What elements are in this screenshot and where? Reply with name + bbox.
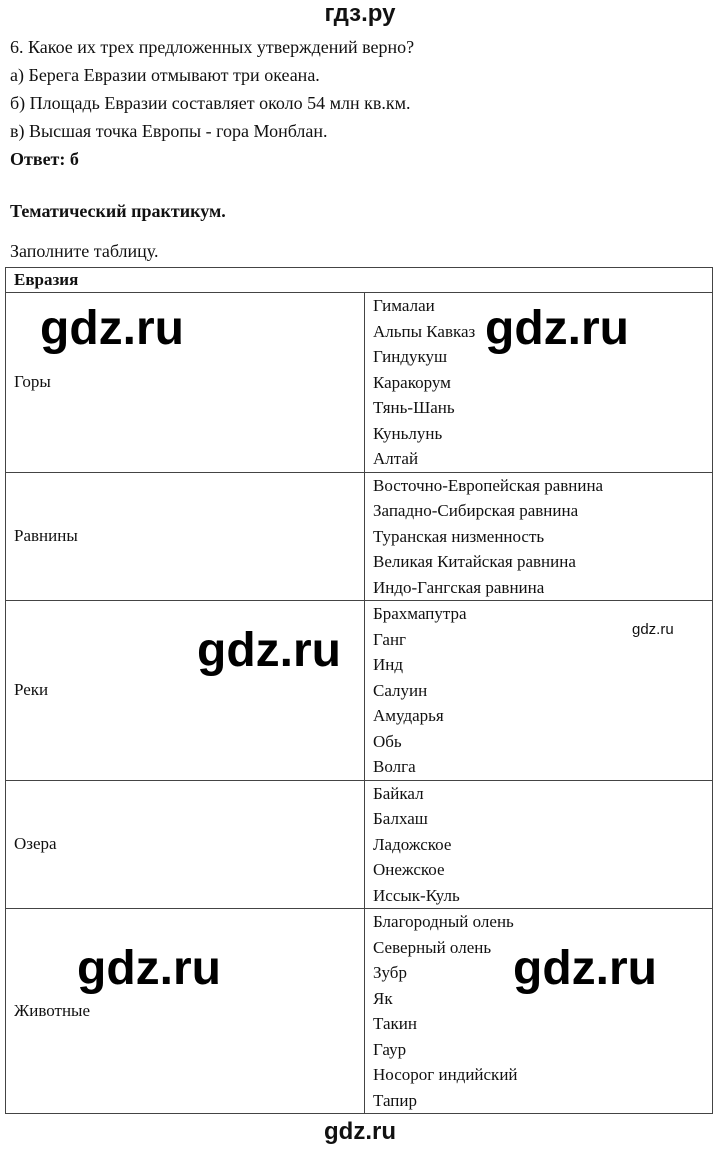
list-item: Обь: [373, 731, 402, 751]
watermark: gdz.ru: [197, 624, 341, 677]
list-item: Тапир: [373, 1090, 417, 1110]
list-item: Амударья: [373, 706, 444, 725]
list-item: Каракорум: [373, 372, 451, 392]
list-item: Ладожское: [373, 834, 452, 854]
category-cell: Озера: [6, 780, 365, 909]
list-item: Туранская низменность: [373, 526, 545, 546]
table-row: [6, 601, 713, 781]
watermark-small: gdz.ru: [632, 621, 674, 638]
table-row: [6, 909, 713, 1114]
option-c: в) Высшая точка Европы - гора Монблан.: [10, 121, 328, 141]
watermark: gdz.ru: [485, 302, 629, 355]
table-row: [6, 780, 713, 909]
site-footer: gdz.ru: [324, 1118, 396, 1145]
list-item: Инд: [373, 655, 404, 674]
list-item: Гималаи: [373, 296, 435, 315]
items-cell: [365, 780, 713, 909]
instruction: Заполните таблицу.: [10, 241, 159, 261]
table-caption: Евразия: [6, 268, 713, 293]
question-text: 6. Какое их трех предложенных утверждений верно?: [10, 37, 415, 57]
list-item: Зубр: [373, 963, 407, 982]
list-item: Носорог индийский: [373, 1065, 518, 1084]
section-title: Тематический практикум.: [10, 201, 226, 221]
site-header: гдз.ру: [324, 0, 396, 27]
list-item: Гаур: [373, 1039, 407, 1059]
watermark: gdz.ru: [40, 302, 184, 355]
list-item: Северный олень: [373, 937, 492, 957]
watermark: gdz.ru: [77, 942, 221, 995]
list-item: Онежское: [373, 860, 445, 879]
list-item: Индо-Гангская равнина: [373, 577, 545, 597]
list-item: Тянь-Шань: [373, 398, 455, 417]
category-cell: Равнины: [6, 472, 365, 601]
list-item: Волга: [373, 757, 416, 776]
list-item: Гиндукуш: [373, 347, 448, 366]
answer: Ответ: б: [10, 149, 79, 169]
items-cell: [365, 909, 713, 1114]
category-cell: Животные: [6, 909, 365, 1114]
table-row: [6, 472, 713, 601]
list-item: Байкал: [373, 783, 424, 803]
list-item: Такин: [373, 1014, 417, 1033]
option-a: а) Берега Евразии отмывают три океана.: [10, 65, 320, 85]
list-item: Ганг: [373, 629, 407, 649]
list-item: Великая Китайская равнина: [373, 552, 576, 571]
table-caption-row: [6, 268, 713, 293]
category-cell: Реки: [6, 601, 365, 781]
watermark: gdz.ru: [513, 942, 657, 995]
list-item: Альпы Кавказ: [373, 321, 476, 341]
list-item: Салуин: [373, 680, 428, 700]
list-item: Западно-Сибирская равнина: [373, 501, 579, 520]
items-cell: [365, 472, 713, 601]
list-item: Благородный олень: [373, 912, 514, 931]
list-item: Брахмапутра: [373, 604, 467, 623]
list-item: Восточно-Европейская равнина: [373, 475, 604, 495]
list-item: Балхаш: [373, 809, 428, 828]
option-b: б) Площадь Евразии составляет около 54 млн кв.км.: [10, 93, 411, 113]
list-item: Алтай: [373, 449, 419, 468]
list-item: Куньлунь: [373, 423, 443, 443]
list-item: Иссык-Куль: [373, 885, 460, 905]
list-item: Як: [373, 988, 393, 1008]
category-cell: Горы: [6, 293, 365, 473]
